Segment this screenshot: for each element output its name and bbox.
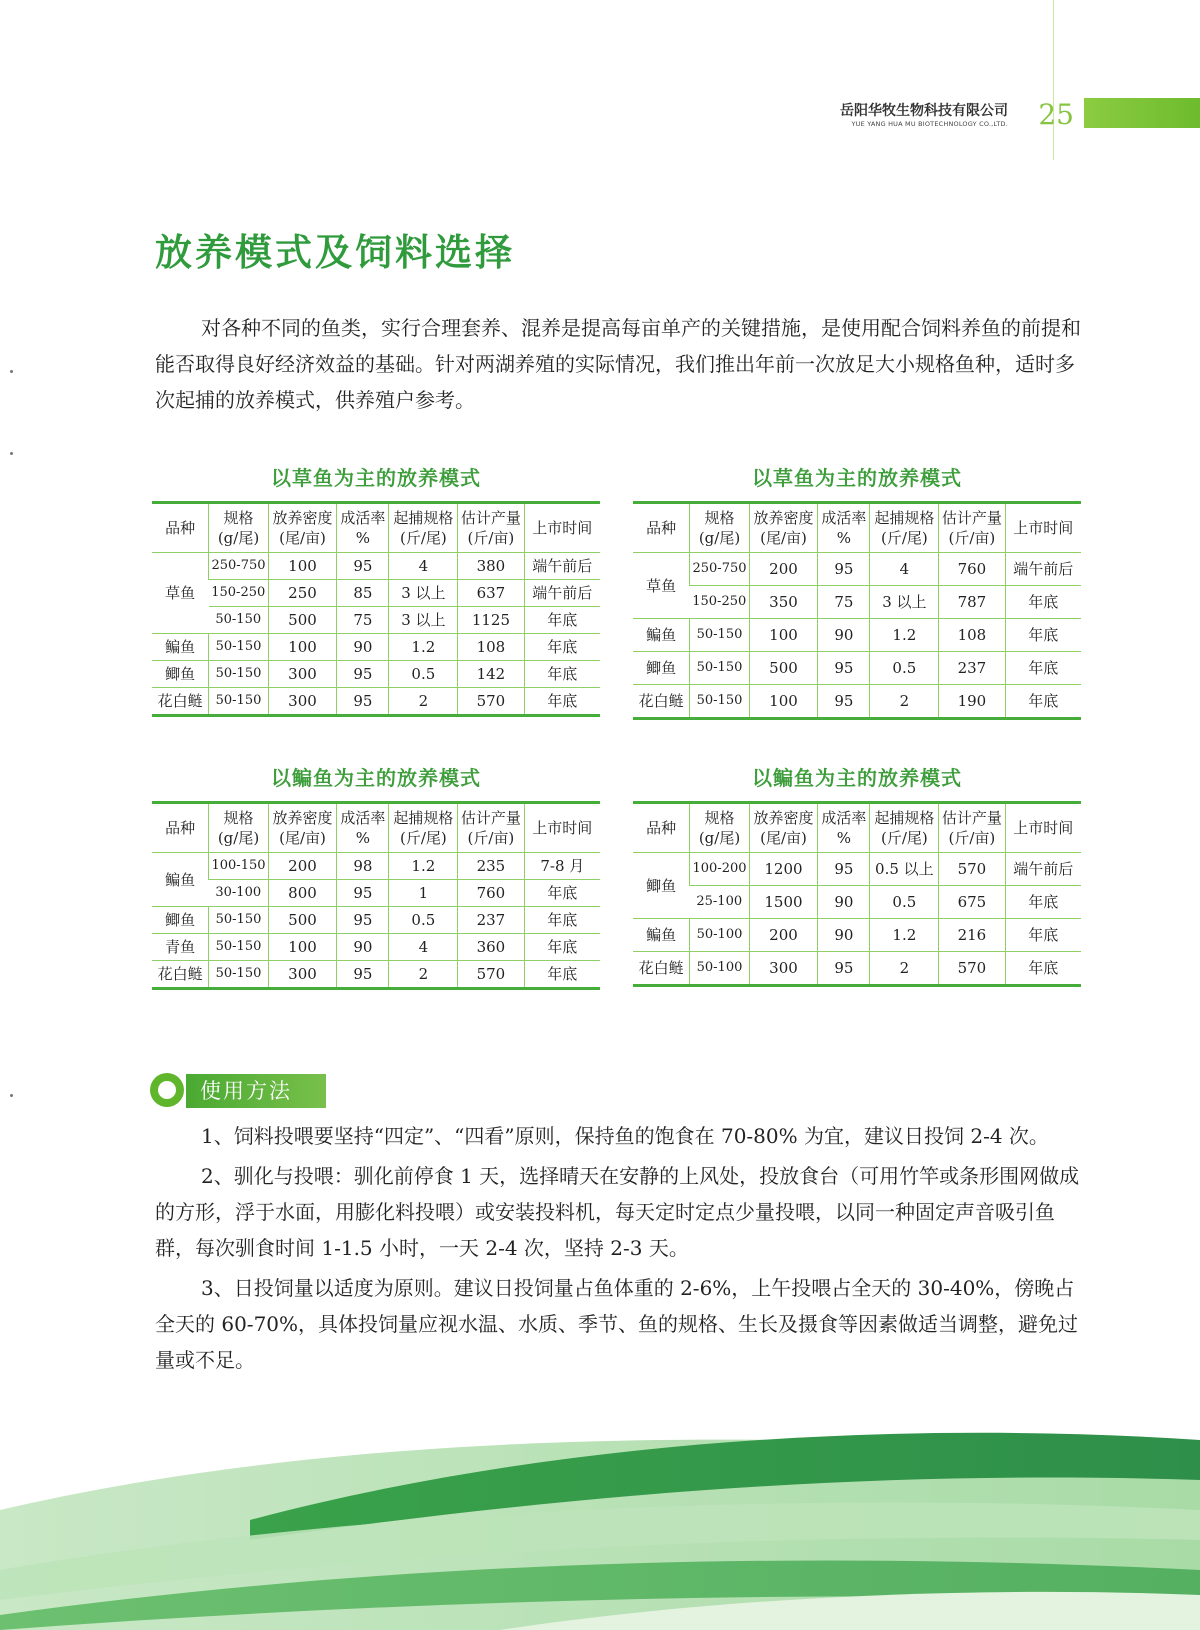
company-name-en: YUE YANG HUA MU BIOTECHNOLOGY CO.,LTD. <box>851 120 1008 128</box>
cell-spec: 50-100 <box>690 919 749 952</box>
cell-spec: 50-150 <box>209 961 268 989</box>
column-header-line1: 放养密度 <box>753 509 814 527</box>
column-header-line2: (斤/尾) <box>399 529 447 547</box>
column-header-line2: % <box>836 529 852 547</box>
cell-market: 年底 <box>1005 586 1081 619</box>
table-row <box>152 580 600 607</box>
column-header-line2: (尾/亩) <box>279 529 326 547</box>
cell-market: 年底 <box>1005 886 1081 919</box>
cell-market: 年底 <box>524 961 600 989</box>
table-title: 以草鱼为主的放养模式 <box>271 466 481 490</box>
cell-catch: 0.5 <box>389 661 458 688</box>
cell-species: 鲫鱼 <box>152 907 209 934</box>
table-row <box>152 961 600 989</box>
stocking-table <box>152 501 600 717</box>
cell-survival: 95 <box>818 553 870 586</box>
table-row <box>633 919 1081 952</box>
column-header-line1: 成活率 <box>821 509 867 527</box>
cell-spec: 50-150 <box>209 688 268 716</box>
column-header <box>1005 803 1081 853</box>
cell-survival: 75 <box>818 586 870 619</box>
cell-species: 鲫鱼 <box>633 853 690 919</box>
cell-yield: 360 <box>458 934 524 961</box>
cell-density: 100 <box>268 934 337 961</box>
cell-species: 花白鲢 <box>633 685 690 719</box>
column-header-line1: 成活率 <box>340 809 386 827</box>
cell-yield: 570 <box>458 688 524 716</box>
column-header-line1: 规格 <box>223 809 254 827</box>
cell-spec: 250-750 <box>209 553 268 580</box>
column-header <box>870 803 939 853</box>
column-header <box>749 503 818 553</box>
column-header-line1: 估计产量 <box>941 509 1002 527</box>
cell-spec: 50-150 <box>690 685 749 719</box>
column-header <box>389 503 458 553</box>
usage-item: 3、日投饲量以适度为原则。建议日投饲量占鱼体重的 2-6%，上午投喂占全天的 30-40%，傍晚占全天的 60-70%，具体投饲量应视水温、水质、季节、鱼的规格、生长及摄食等因素做适当调整，避免过量或不足。 <box>155 1276 1079 1372</box>
table-row <box>633 619 1081 652</box>
table-row <box>633 685 1081 719</box>
column-header-line1: 估计产量 <box>941 809 1002 827</box>
cell-yield: 142 <box>458 661 524 688</box>
cell-density: 100 <box>749 619 818 652</box>
column-header-line2: % <box>355 529 371 547</box>
cell-density: 200 <box>268 853 337 880</box>
cell-survival: 90 <box>818 919 870 952</box>
column-header <box>690 503 749 553</box>
column-header <box>389 803 458 853</box>
column-header-line1: 品种 <box>165 519 196 537</box>
stocking-table-block-2 <box>633 462 1081 720</box>
cell-density: 100 <box>268 553 337 580</box>
scan-mark <box>10 452 13 455</box>
column-header <box>337 803 389 853</box>
cell-market: 年底 <box>524 688 600 716</box>
cell-survival: 90 <box>337 934 389 961</box>
cell-catch: 1 <box>389 880 458 907</box>
cell-spec: 50-150 <box>690 619 749 652</box>
column-header-line1: 起捕规格 <box>874 509 935 527</box>
table-header-row <box>152 803 600 853</box>
page-header <box>740 96 1200 136</box>
cell-yield: 637 <box>458 580 524 607</box>
cell-survival: 90 <box>818 886 870 919</box>
column-header <box>1005 503 1081 553</box>
cell-spec: 50-150 <box>209 907 268 934</box>
table-row <box>633 853 1081 886</box>
footer-wave-decoration <box>0 1400 1200 1630</box>
table-row <box>152 634 600 661</box>
cell-market: 年底 <box>1005 685 1081 719</box>
column-header <box>524 503 600 553</box>
cell-spec: 250-750 <box>690 553 749 586</box>
cell-survival: 95 <box>818 685 870 719</box>
cell-density: 800 <box>268 880 337 907</box>
column-header <box>870 503 939 553</box>
column-header-line1: 成活率 <box>340 509 386 527</box>
column-header-line1: 上市时间 <box>1013 519 1074 537</box>
stocking-table-block-1 <box>152 462 600 717</box>
cell-catch: 4 <box>389 553 458 580</box>
cell-yield: 380 <box>458 553 524 580</box>
cell-species: 鳊鱼 <box>633 619 690 652</box>
cell-market: 年底 <box>524 607 600 634</box>
cell-catch: 2 <box>389 688 458 716</box>
table-header-row <box>633 503 1081 553</box>
column-header <box>818 503 870 553</box>
column-header <box>524 803 600 853</box>
cell-market: 7-8 月 <box>524 853 600 880</box>
usage-item: 1、饲料投喂要坚持“四定”、“四看”原则，保持鱼的饱食在 70-80% 为宜，建议日投饲 2-4 次。 <box>201 1124 1049 1148</box>
cell-species: 青鱼 <box>152 934 209 961</box>
cell-catch: 0.5 <box>870 886 939 919</box>
cell-catch: 2 <box>870 685 939 719</box>
cell-yield: 760 <box>458 880 524 907</box>
cell-catch: 0.5 <box>870 652 939 685</box>
page-title: 放养模式及饲料选择 <box>155 230 515 274</box>
cell-market: 年底 <box>524 661 600 688</box>
column-header <box>690 803 749 853</box>
column-header-line2: (g/尾) <box>217 829 260 847</box>
cell-yield: 108 <box>939 619 1005 652</box>
table-row <box>633 553 1081 586</box>
stocking-table-block-4 <box>633 762 1081 987</box>
cell-spec: 50-150 <box>209 634 268 661</box>
cell-spec: 50-150 <box>209 661 268 688</box>
cell-market: 端午前后 <box>1005 553 1081 586</box>
cell-market: 年底 <box>1005 919 1081 952</box>
stocking-table-block-3 <box>152 762 600 990</box>
table-row <box>152 553 600 580</box>
scan-mark <box>10 370 13 373</box>
cell-yield: 570 <box>939 952 1005 986</box>
cell-survival: 98 <box>337 853 389 880</box>
cell-density: 200 <box>749 919 818 952</box>
cell-market: 端午前后 <box>524 580 600 607</box>
column-header-line2: % <box>355 829 371 847</box>
cell-catch: 1.2 <box>870 619 939 652</box>
cell-market: 年底 <box>524 907 600 934</box>
cell-species: 鳊鱼 <box>152 634 209 661</box>
table-row <box>633 886 1081 919</box>
table-row <box>152 880 600 907</box>
cell-spec: 150-250 <box>690 586 749 619</box>
cell-yield: 216 <box>939 919 1005 952</box>
column-header <box>152 503 209 553</box>
cell-catch: 3 以上 <box>870 586 939 619</box>
table-title: 以草鱼为主的放养模式 <box>752 466 962 490</box>
column-header <box>268 803 337 853</box>
table-row <box>633 586 1081 619</box>
cell-market: 年底 <box>1005 619 1081 652</box>
column-header <box>458 503 524 553</box>
table-row <box>152 907 600 934</box>
column-header-line1: 规格 <box>704 509 735 527</box>
cell-catch: 3 以上 <box>389 607 458 634</box>
column-header-line2: (斤/尾) <box>399 829 447 847</box>
cell-survival: 95 <box>337 661 389 688</box>
column-header-line2: (g/尾) <box>217 529 260 547</box>
cell-catch: 3 以上 <box>389 580 458 607</box>
column-header-line2: (斤/亩) <box>467 529 515 547</box>
column-header <box>749 803 818 853</box>
cell-species: 花白鲢 <box>152 961 209 989</box>
cell-survival: 90 <box>818 619 870 652</box>
column-header <box>633 503 690 553</box>
stocking-table <box>152 801 600 990</box>
cell-spec: 30-100 <box>209 880 268 907</box>
cell-species: 鳊鱼 <box>152 853 209 907</box>
cell-market: 年底 <box>1005 952 1081 986</box>
usage-heading <box>150 1072 326 1110</box>
cell-survival: 95 <box>337 553 389 580</box>
cell-density: 350 <box>749 586 818 619</box>
column-header-line1: 上市时间 <box>532 819 593 837</box>
column-header-line1: 上市时间 <box>532 519 593 537</box>
cell-survival: 90 <box>337 634 389 661</box>
cell-spec: 25-100 <box>690 886 749 919</box>
cell-yield: 760 <box>939 553 1005 586</box>
column-header <box>458 803 524 853</box>
column-header-line2: (斤/尾) <box>880 529 928 547</box>
column-header-line1: 估计产量 <box>460 809 521 827</box>
bullet-circle-icon <box>150 1073 184 1107</box>
cell-density: 300 <box>749 952 818 986</box>
cell-density: 200 <box>749 553 818 586</box>
cell-catch: 1.2 <box>389 634 458 661</box>
cell-catch: 4 <box>870 553 939 586</box>
cell-density: 100 <box>749 685 818 719</box>
column-header <box>268 503 337 553</box>
column-header-line1: 上市时间 <box>1013 819 1074 837</box>
cell-yield: 675 <box>939 886 1005 919</box>
table-row <box>152 934 600 961</box>
cell-yield: 237 <box>939 652 1005 685</box>
cell-market: 端午前后 <box>524 553 600 580</box>
cell-yield: 787 <box>939 586 1005 619</box>
column-header <box>209 803 268 853</box>
column-header-line2: (斤/尾) <box>880 829 928 847</box>
cell-survival: 95 <box>337 961 389 989</box>
cell-catch: 0.5 以上 <box>870 853 939 886</box>
column-header-line2: (斤/亩) <box>948 529 996 547</box>
cell-spec: 100-200 <box>690 853 749 886</box>
cell-catch: 4 <box>389 934 458 961</box>
column-header-line2: (尾/亩) <box>760 829 807 847</box>
column-header-line2: (斤/亩) <box>948 829 996 847</box>
cell-survival: 85 <box>337 580 389 607</box>
column-header-line1: 放养密度 <box>753 809 814 827</box>
cell-catch: 2 <box>870 952 939 986</box>
cell-spec: 50-100 <box>690 952 749 986</box>
column-header-line1: 品种 <box>646 819 677 837</box>
cell-survival: 95 <box>818 853 870 886</box>
column-header <box>818 803 870 853</box>
cell-species: 花白鲢 <box>152 688 209 716</box>
cell-yield: 570 <box>458 961 524 989</box>
intro-paragraph: 对各种不同的鱼类，实行合理套养、混养是提高每亩单产的关键措施，是使用配合饲料养鱼的前提和能否取得良好经济效益的基础。针对两湖养殖的实际情况，我们推出年前一次放足大小规格鱼种，适时多次起捕的放养模式，供养殖户参考。 <box>155 316 1081 412</box>
cell-catch: 2 <box>389 961 458 989</box>
stocking-table <box>633 801 1081 987</box>
cell-survival: 95 <box>337 907 389 934</box>
cell-survival: 95 <box>818 652 870 685</box>
page-number: 25 <box>1038 98 1074 131</box>
cell-market: 年底 <box>524 934 600 961</box>
column-header-line2: (斤/亩) <box>467 829 515 847</box>
column-header-line2: (g/尾) <box>698 829 741 847</box>
cell-catch: 1.2 <box>870 919 939 952</box>
column-header-line1: 放养密度 <box>272 809 333 827</box>
stocking-table <box>633 501 1081 720</box>
cell-yield: 235 <box>458 853 524 880</box>
cell-spec: 50-150 <box>209 607 268 634</box>
header-accent-bar <box>1084 98 1200 128</box>
cell-survival: 75 <box>337 607 389 634</box>
cell-spec: 100-150 <box>209 853 268 880</box>
cell-species: 草鱼 <box>152 553 209 634</box>
cell-survival: 95 <box>818 952 870 986</box>
cell-density: 500 <box>268 607 337 634</box>
column-header-line1: 品种 <box>646 519 677 537</box>
scan-mark <box>10 1094 13 1097</box>
cell-species: 草鱼 <box>633 553 690 619</box>
cell-survival: 95 <box>337 880 389 907</box>
column-header-line1: 估计产量 <box>460 509 521 527</box>
column-header-line1: 规格 <box>223 509 254 527</box>
cell-yield: 237 <box>458 907 524 934</box>
column-header-line1: 起捕规格 <box>393 509 454 527</box>
table-row <box>152 661 600 688</box>
cell-density: 100 <box>268 634 337 661</box>
cell-density: 500 <box>268 907 337 934</box>
cell-market: 年底 <box>524 880 600 907</box>
table-row <box>633 652 1081 685</box>
column-header <box>939 803 1005 853</box>
column-header <box>633 803 690 853</box>
column-header-line1: 成活率 <box>821 809 867 827</box>
cell-market: 年底 <box>524 634 600 661</box>
table-header-row <box>152 503 600 553</box>
column-header-line1: 放养密度 <box>272 509 333 527</box>
column-header-line1: 品种 <box>165 819 196 837</box>
cell-density: 250 <box>268 580 337 607</box>
table-row <box>633 952 1081 986</box>
table-title: 以鳊鱼为主的放养模式 <box>752 766 962 790</box>
cell-spec: 50-150 <box>690 652 749 685</box>
column-header <box>337 503 389 553</box>
column-header <box>152 803 209 853</box>
table-title: 以鳊鱼为主的放养模式 <box>271 766 481 790</box>
cell-spec: 50-150 <box>209 934 268 961</box>
cell-spec: 150-250 <box>209 580 268 607</box>
usage-heading-label: 使用方法 <box>186 1074 326 1108</box>
column-header-line1: 起捕规格 <box>393 809 454 827</box>
cell-yield: 190 <box>939 685 1005 719</box>
column-header <box>209 503 268 553</box>
cell-market: 端午前后 <box>1005 853 1081 886</box>
column-header-line1: 规格 <box>704 809 735 827</box>
cell-catch: 0.5 <box>389 907 458 934</box>
table-row <box>152 607 600 634</box>
usage-item: 2、驯化与投喂：驯化前停食 1 天，选择晴天在安静的上风处，投放食台（可用竹竿或条形围网做成的方形，浮于水面，用膨化料投喂）或安装投料机，每天定时定点少量投喂，以同一种固定声音吸引鱼群，每次驯食时间 1-1.5 小时，一天 2-4 次，坚持 2-3 天。 <box>155 1164 1080 1260</box>
column-header-line1: 起捕规格 <box>874 809 935 827</box>
column-header-line2: (尾/亩) <box>760 529 807 547</box>
company-name-cn: 岳阳华牧生物科技有限公司 <box>840 103 1008 119</box>
column-header-line2: % <box>836 829 852 847</box>
cell-density: 500 <box>749 652 818 685</box>
cell-catch: 1.2 <box>389 853 458 880</box>
cell-yield: 570 <box>939 853 1005 886</box>
table-row <box>152 853 600 880</box>
cell-density: 1200 <box>749 853 818 886</box>
cell-yield: 1125 <box>458 607 524 634</box>
table-row <box>152 688 600 716</box>
cell-species: 花白鲢 <box>633 952 690 986</box>
cell-species: 鳊鱼 <box>633 919 690 952</box>
cell-market: 年底 <box>1005 652 1081 685</box>
cell-density: 1500 <box>749 886 818 919</box>
column-header-line2: (尾/亩) <box>279 829 326 847</box>
cell-species: 鲫鱼 <box>152 661 209 688</box>
table-header-row <box>633 803 1081 853</box>
cell-yield: 108 <box>458 634 524 661</box>
column-header <box>939 503 1005 553</box>
cell-density: 300 <box>268 688 337 716</box>
header-divider <box>1053 0 1054 160</box>
cell-survival: 95 <box>337 688 389 716</box>
usage-list <box>155 1118 1085 1382</box>
column-header-line2: (g/尾) <box>698 529 741 547</box>
cell-density: 300 <box>268 661 337 688</box>
cell-density: 300 <box>268 961 337 989</box>
cell-species: 鲫鱼 <box>633 652 690 685</box>
